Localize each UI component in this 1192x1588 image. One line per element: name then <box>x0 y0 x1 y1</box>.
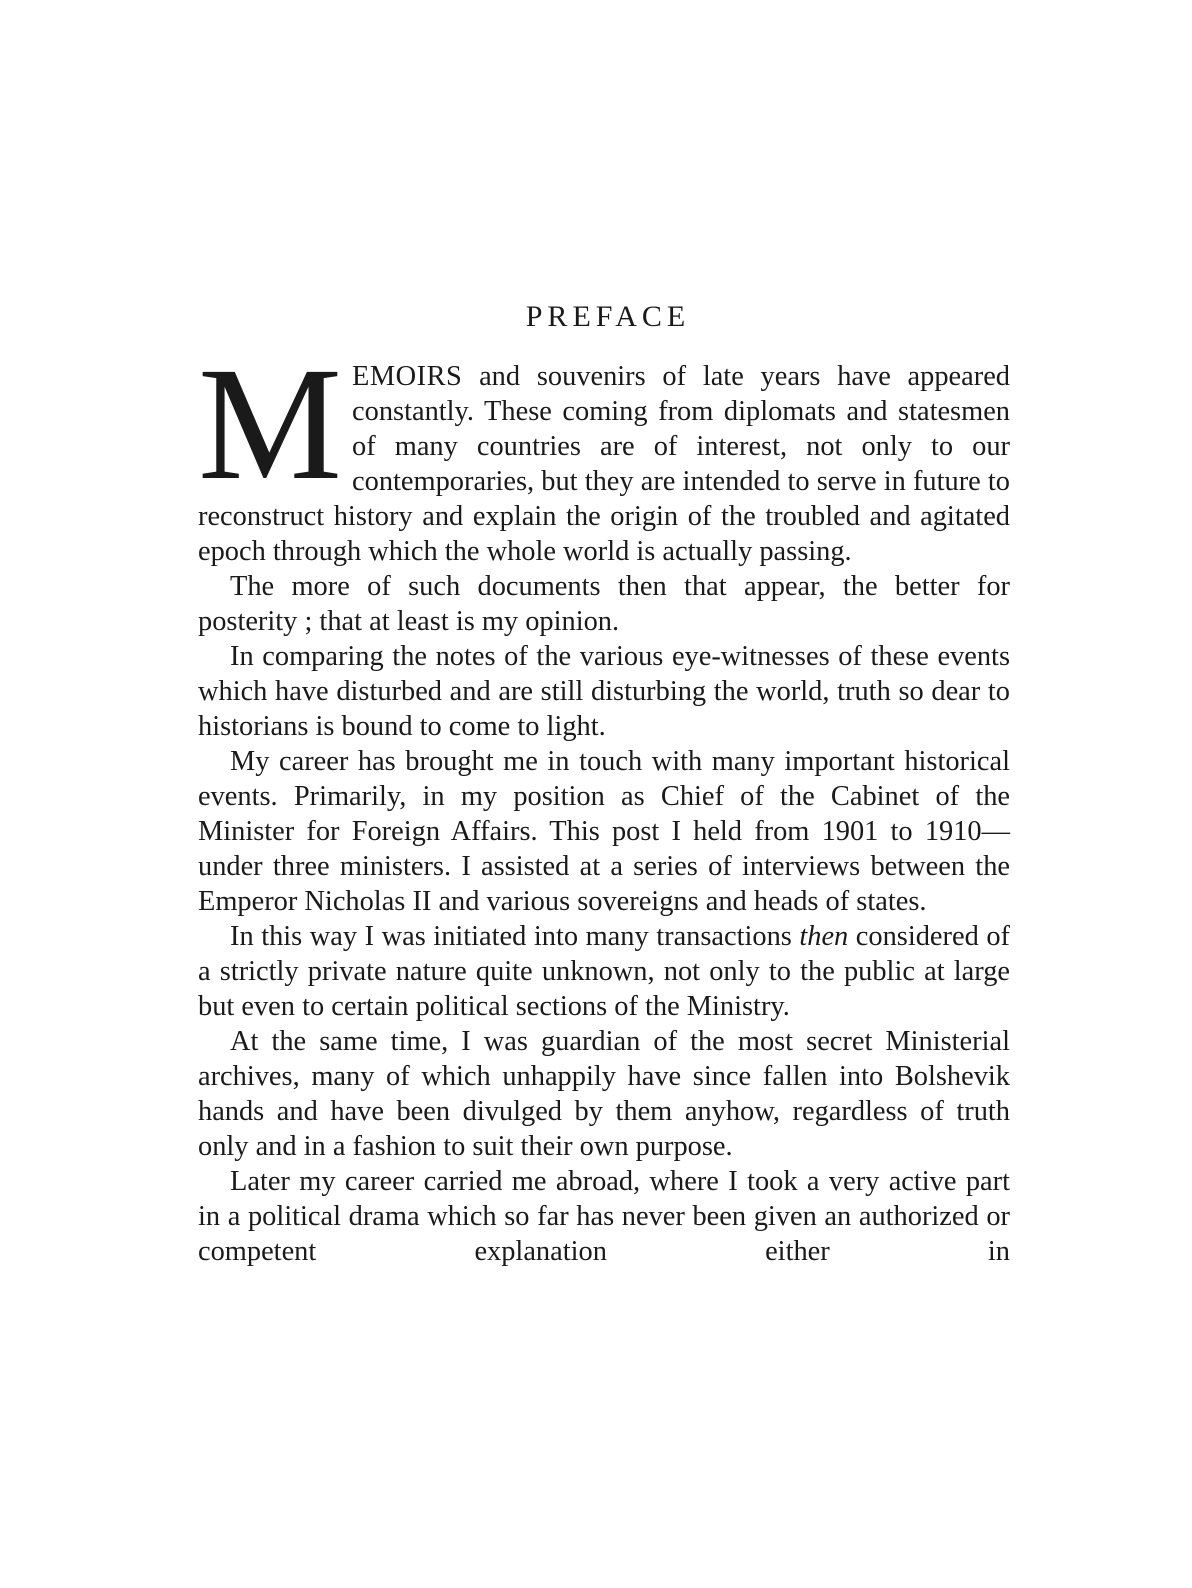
paragraph-1-text: and souvenirs of late years have appeared constantly. These coming from diplomats and statesmen of many countries are of interest, not only to our contemporaries, but they are intended to serve in future to reconstruct history and explain the origin of the troubled and agitated epoch through which the whole world is actually passing. <box>198 361 1010 567</box>
paragraph-2: The more of such documents then that appear, the better for posterity ; that at least is my opinion. <box>198 571 1010 637</box>
drop-cap-letter: M <box>198 335 343 514</box>
paragraph-5-text-after: considered of a strictly private nature quite unknown, not only to the public at large but even to certain political sections of the Ministry. <box>198 921 1010 1022</box>
page-title: PREFACE <box>525 300 691 333</box>
paragraph-3: In comparing the notes of the various eye-witnesses of these events which have disturbed and are still disturbing the world, truth so dear to historians is bound to come to light. <box>198 641 1010 742</box>
paragraph-5-text-before: In this way I was initiated into many transactions <box>230 921 800 952</box>
paragraph-6: At the same time, I was guardian of the most secret Ministerial archives, many of which unhappily have since fallen into Bolshevik hands and have been divulged by them anyhow, regardless of truth only and in a fashion to suit their own purpose. <box>198 1026 1010 1162</box>
paragraph-7: Later my career carried me abroad, where I took a very active part in a political drama which so far has never been given an authorized or competent explanation either in <box>198 1166 1010 1267</box>
first-word: EMOIRS <box>352 361 463 392</box>
paragraph-4: My career has brought me in touch with many important historical events. Primarily, in my position as Chief of the Cabinet of the Minister for Foreign Affairs. This post I held from 1901 to 1910—under three ministers. I assisted at a series of interviews between the Emperor Nicholas II and various sovereigns and heads of states. <box>198 746 1010 917</box>
paragraph-1 <box>198 335 1010 569</box>
book-page <box>198 300 1010 1304</box>
emphasized-word: then <box>799 921 849 952</box>
paragraph-5 <box>198 919 1010 1024</box>
preface-body <box>198 335 1010 1304</box>
